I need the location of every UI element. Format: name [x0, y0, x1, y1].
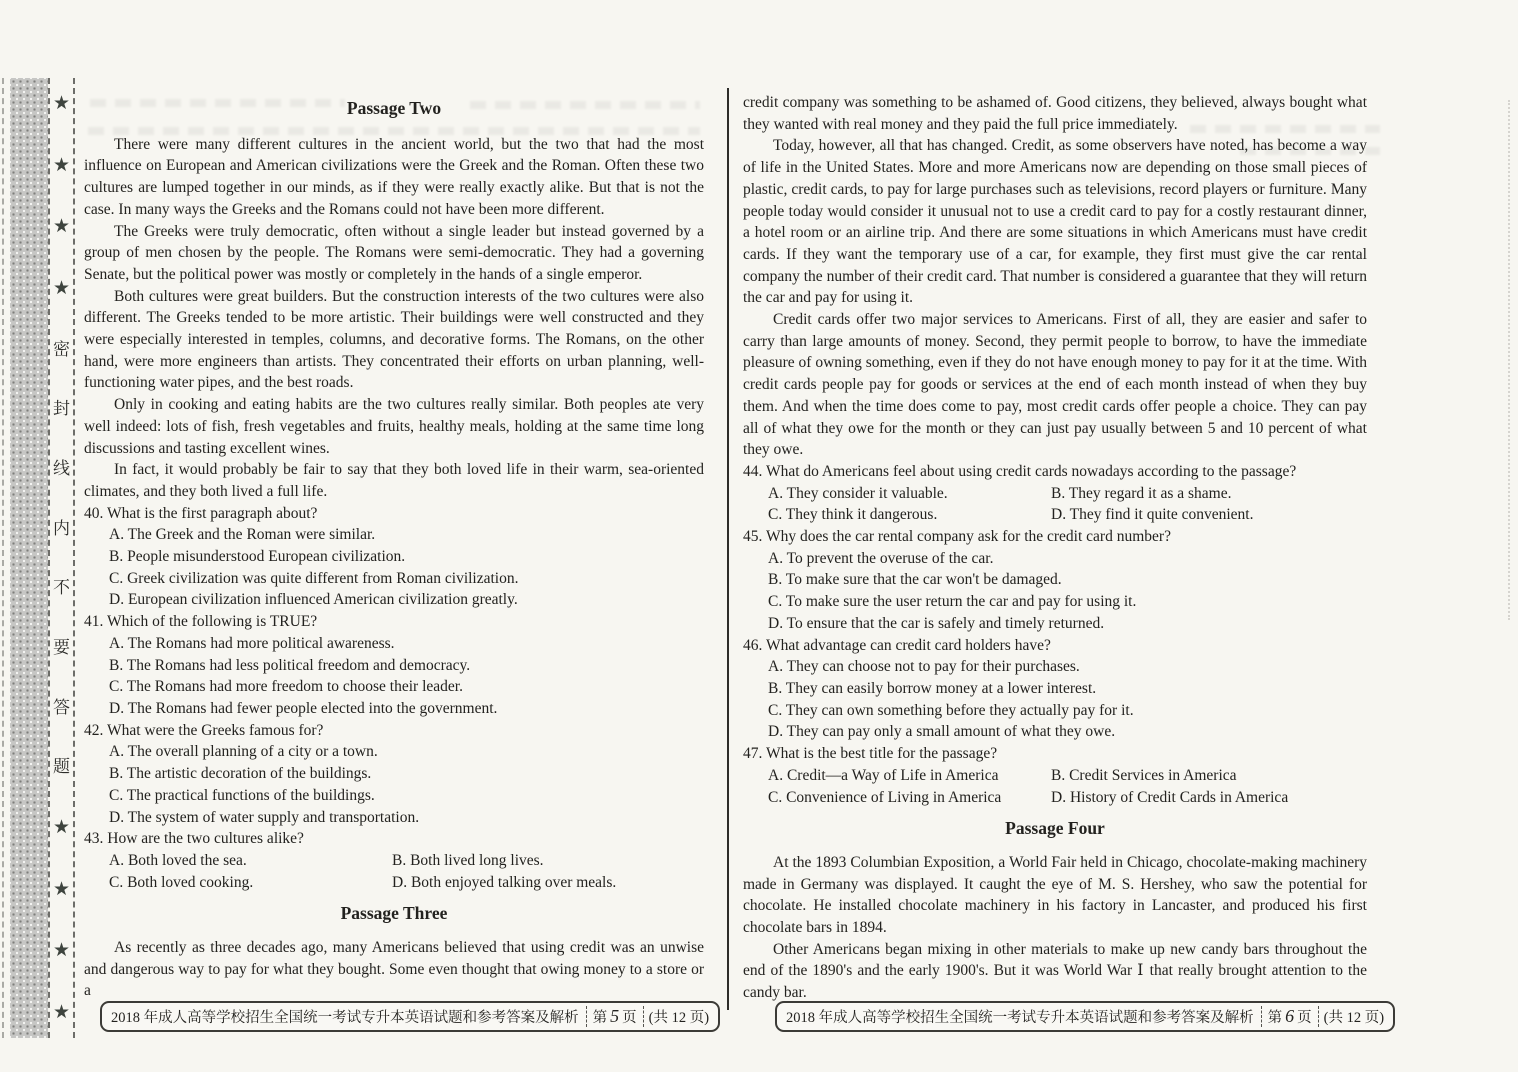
answer-option: D. To ensure that the car is safely and timely returned.	[768, 614, 1105, 632]
page-left-content	[84, 96, 704, 1002]
seal-char: 密	[53, 339, 70, 359]
options-list	[743, 548, 1367, 635]
answer-option: C. Convenience of Living in America	[768, 788, 1002, 806]
answer-option: C. They can own something before they actually pay for it.	[768, 701, 1134, 719]
seal-char: 线	[53, 458, 70, 478]
left-edge-dashed-line	[2, 78, 4, 1038]
footer-page-unit: 页	[622, 1009, 637, 1026]
seal-star-icon: ★	[52, 276, 71, 299]
answer-option: D. Both enjoyed talking over meals.	[392, 873, 617, 891]
passage-title: Passage Three	[340, 903, 448, 924]
footer-page-number: 5	[610, 1005, 620, 1026]
footer-exam-title: 2018 年成人高等学校招生全国统一考试专升本英语试题和参考答案及解析	[786, 1009, 1254, 1026]
passage-paragraph: The Greeks were truly democratic, often without a single leader but instead governed by a group of men chosen by the people. The Romans were semi-democratic. They had a governing Senate, but the political power was mostly or completely in the hands of a single emperor.	[84, 222, 704, 283]
answer-option: B. The artistic decoration of the buildings.	[109, 765, 372, 783]
footer-total-pages: (共 12 页)	[1323, 1009, 1385, 1026]
passage-paragraph: In fact, it would probably be fair to say that they both loved life in their warm, sea-oriented climates, and they both lived a full life.	[84, 461, 704, 500]
answer-option: B. They regard it as a shame.	[1051, 484, 1232, 502]
answer-option: D. They find it quite convenient.	[1051, 506, 1254, 524]
seal-star-icon: ★	[52, 92, 71, 114]
answer-option: D. They can pay only a small amount of what they owe.	[768, 723, 1116, 741]
right-edge-dotted-line	[1508, 100, 1510, 620]
answer-option: B. The Romans had less political freedom and democracy.	[109, 656, 471, 674]
seal-star-icon: ★	[52, 815, 71, 838]
answer-option: A. The overall planning of a city or a town.	[109, 743, 378, 761]
answer-option: B. People misunderstood European civilization.	[109, 548, 406, 566]
seal-char: 题	[53, 757, 70, 777]
answer-option: A. The Romans had more political awareness.	[109, 634, 395, 652]
answer-option: D. The Romans had fewer people elected into the government.	[109, 699, 498, 717]
passage-paragraph: Both cultures were great builders. But the construction interests of the two cultures were also different. The Greeks tended to be more artistic. Their buildings were well constructed and they were especially interested in temples, columns, and decorative forms. The Romans, on the other hand, were more engineers than artists. They concentrated their efforts on urban planning, well-functioning water pipes, and the best roads.	[84, 287, 704, 392]
seal-star-icon: ★	[52, 153, 71, 176]
question-text: 43. How are the two cultures alike?	[84, 830, 304, 848]
question-item	[84, 503, 704, 612]
options-list	[84, 524, 704, 611]
question-text: 45. Why does the car rental company ask for the credit card number?	[743, 528, 1171, 546]
footer-page-indicator	[586, 1006, 644, 1027]
answer-option: D. History of Credit Cards in America	[1051, 788, 1289, 806]
footer-page-unit: 页	[1297, 1009, 1312, 1026]
options-list	[743, 765, 1367, 808]
question-item	[743, 526, 1367, 635]
page-divider-line	[727, 88, 729, 1010]
seal-star-icon: ★	[52, 939, 71, 962]
answer-option: A. To prevent the overuse of the car.	[768, 549, 994, 567]
answer-option: D. European civilization influenced American civilization greatly.	[109, 591, 518, 609]
answer-option: A. They consider it valuable.	[768, 484, 948, 502]
answer-option: B. Credit Services in America	[1051, 766, 1237, 784]
passage-title: Passage Four	[1005, 818, 1105, 839]
passage-paragraph: As recently as three decades ago, many Americans believed that using credit was an unwise and dangerous way to pay for what they bought. Some even thought that owing money to a store or a	[84, 939, 704, 1000]
question-item	[743, 743, 1367, 808]
answer-option: C. Both loved cooking.	[109, 873, 254, 891]
passage-paragraph: Credit cards offer two major services to Americans. First of all, they are easier and safer to carry than large amounts of money. Second, they permit people to borrow, to have the immediate pleasure of owning something, even if they do not have enough money to pay for it at the time. With credit cards people pay for goods or services at the end of each month instead of when they buy them. And when the time does come to pay, most credit cards offer people a choice. They can pay all of what they owe for the month or they can just pay usually between 5 and 10 percent of what they owe.	[743, 311, 1367, 459]
passage-paragraph: credit company was something to be ashamed of. Good citizens, they believed, always bought what they wanted with real money and they paid the full price immediately.	[743, 94, 1367, 133]
options-list	[84, 633, 704, 720]
question-text: 46. What advantage can credit card holders have?	[743, 636, 1051, 654]
answer-option: D. The system of water supply and transportation.	[109, 808, 420, 826]
seal-char: 不	[53, 578, 70, 598]
footer-page-number: 6	[1285, 1005, 1295, 1026]
footer-page-word: 第	[1267, 1009, 1283, 1026]
seal-char: 要	[53, 637, 70, 657]
seal-line-column	[48, 78, 75, 1038]
question-text: 47. What is the best title for the passage?	[743, 745, 998, 763]
options-list	[84, 741, 704, 828]
answer-option: A. The Greek and the Roman were similar.	[109, 526, 376, 544]
answer-option: A. They can choose not to pay for their purchases.	[768, 658, 1080, 676]
answer-option: C. Greek civilization was quite different from Roman civilization.	[109, 569, 519, 587]
passage-paragraph: Other Americans began mixing in other materials to make up new candy bars throughout the end of the 1890's and the early 1900's. But it was World War Ⅰ that really brought attention to the candy bar.	[743, 940, 1367, 1002]
question-text: 44. What do Americans feel about using credit cards nowadays according to the passage?	[743, 462, 1297, 480]
answer-option: C. The practical functions of the buildings.	[109, 786, 375, 804]
answer-option: A. Both loved the sea.	[109, 851, 247, 869]
options-list	[84, 850, 704, 893]
seal-char: 答	[53, 697, 70, 717]
question-text: 41. Which of the following is TRUE?	[84, 613, 318, 631]
options-list	[743, 656, 1367, 743]
footer-page-word: 第	[592, 1009, 608, 1026]
passage-paragraph: There were many different cultures in the ancient world, but the two that had the most influence on European and American civilizations were the Greek and the Roman. Often these two cultures are lumped together in our minds, as if they were really exactly alike. But that is not the case. In many ways the Greeks and the Romans could not have been more different.	[84, 135, 704, 218]
answer-option: C. They think it dangerous.	[768, 506, 938, 524]
question-item	[84, 828, 704, 893]
seal-char: 内	[53, 518, 70, 538]
page-right-content	[743, 92, 1367, 1004]
question-text: 42. What were the Greeks famous for?	[84, 721, 324, 739]
footer-total-pages: (共 12 页)	[648, 1009, 710, 1026]
page-footer-right	[775, 1001, 1395, 1032]
seal-char: 封	[53, 399, 70, 419]
passage-paragraph: At the 1893 Columbian Exposition, a World Fair held in Chicago, chocolate-making machinery made in Germany was displayed. It caught the eye of M. S. Hershey, who saw the potential for chocolate. He installed chocolate machinery in his factory in Lancaster, and produced his first chocolate bars in 1894.	[743, 853, 1367, 937]
passage-paragraph: Today, however, all that has changed. Credit, as some observers have noted, has become a way of life in the United States. More and more Americans now are depending on those small pieces of plastic, credit cards, to pay for large purchases such as televisions, record players or furniture. Many people today would consider it unusual not to use a credit card to pay for a costly restaurant dinner, a hotel room or an airline trip. And there are some situations in which Americans must have credit cards. If they want the temporary use of a car, for example, they first must give the car rental company the number of their credit card. That number is considered a guarantee that they will return the car and pay for using it.	[743, 137, 1367, 307]
footer-page-indicator	[1261, 1006, 1319, 1027]
question-item	[743, 635, 1367, 744]
seal-halftone-strip	[10, 78, 48, 1038]
seal-star-icon: ★	[52, 1000, 71, 1023]
question-item	[84, 720, 704, 829]
answer-option: A. Credit—a Way of Life in America	[768, 766, 999, 784]
answer-option: B. Both lived long lives.	[392, 851, 544, 869]
question-item	[743, 461, 1367, 526]
question-item	[84, 611, 704, 720]
options-list	[743, 483, 1367, 526]
page-footer-left	[100, 1001, 720, 1032]
answer-option: B. To make sure that the car won't be damaged.	[768, 571, 1062, 589]
question-text: 40. What is the first paragraph about?	[84, 504, 318, 522]
passage-title: Passage Two	[346, 98, 442, 118]
seal-star-icon: ★	[52, 215, 71, 238]
answer-option: C. To make sure the user return the car and pay for using it.	[768, 593, 1137, 611]
seal-star-icon: ★	[52, 877, 71, 900]
answer-option: C. The Romans had more freedom to choose their leader.	[109, 678, 463, 696]
footer-exam-title: 2018 年成人高等学校招生全国统一考试专升本英语试题和参考答案及解析	[111, 1009, 579, 1026]
passage-paragraph: Only in cooking and eating habits are the two cultures really similar. Both peoples ate very well indeed: lots of fish, fresh vegetables and fruits, healthy meals, holding at the same time long discussions and tasting excellent wines.	[84, 396, 704, 457]
answer-option: B. They can easily borrow money at a lower interest.	[768, 679, 1097, 697]
